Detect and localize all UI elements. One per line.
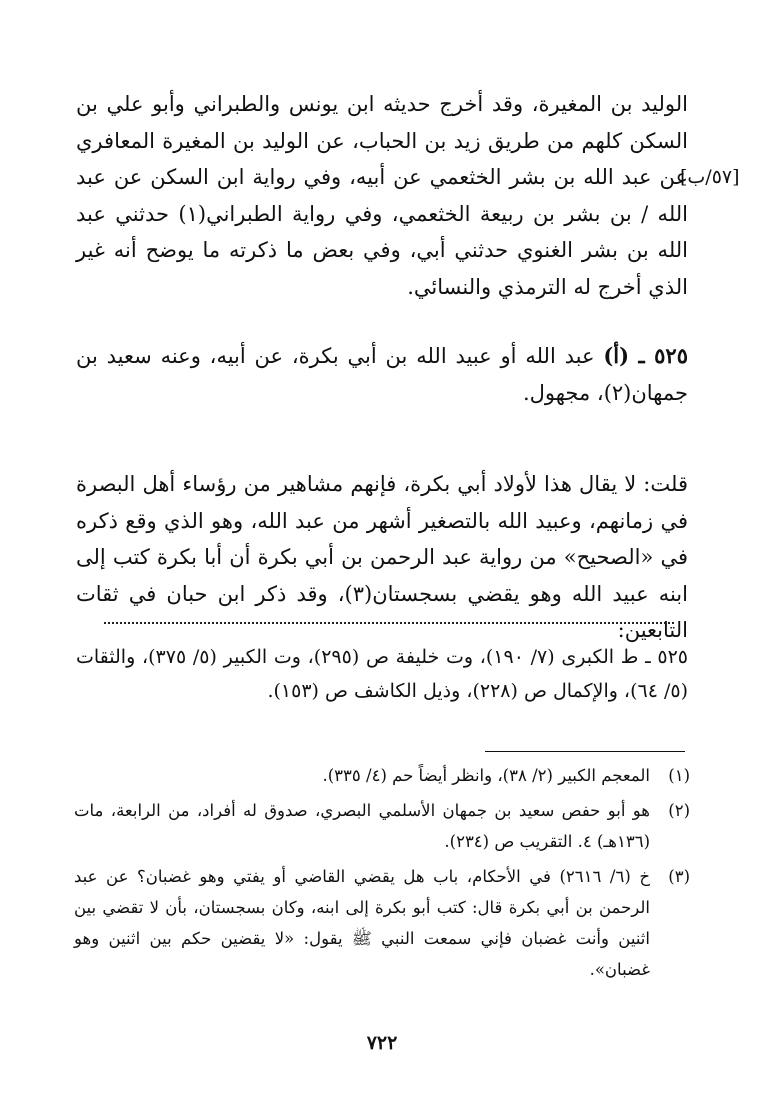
sources-text: ٥٢٥ ـ ط الكبرى (٧/ ١٩٠)، وت خليفة ص (٢٩٥)، وت الكبير (٥/ ٣٧٥)، والثقات (٥/ ٦٤)، والإكمال ص (٢٢٨)، وذيل الكاشف ص (١٥٣). <box>76 646 688 702</box>
footnote-text: المعجم الكبير (٢/ ٣٨)، وانظر أيضاً حم (٤/ ٣٣٥). <box>322 766 650 785</box>
dotted-separator <box>104 620 674 624</box>
paragraph-text: قلت: لا يقال هذا لأولاد أبي بكرة، فإنهم مشاهير من رؤساء أهل البصرة في زمانهم، وعبيد الله بالتصغير أشهر من عبد الله، وهو الذي وقع ذكره في «الصحيح» من رواية عبد الرحمن بن أبي بكرة أن أبا بكرة كتب إلى ابنه عبيد الله وهو يقضي بسجستان(٣)، وقد ذكر ابن حبان في ثقات التابعين: <box>76 472 688 642</box>
footnote-text: هو أبو حفص سعيد بن جمهان الأسلمي البصري، صدوق له أفراد، من الرابعة، مات (١٣٦هـ) ٤. التقريب ص (٢٣٤). <box>74 801 650 851</box>
entry-525a <box>76 338 688 411</box>
footnote-1 <box>74 760 690 791</box>
footnote-3 <box>74 861 690 985</box>
main-text-paragraph-1 <box>76 86 688 305</box>
footnote-number: (١) <box>668 766 690 785</box>
footnote-rule <box>485 751 685 752</box>
sources-note <box>76 640 688 708</box>
entry-text: عبد الله أو عبيد الله بن أبي بكرة، عن أبيه، وعنه سعيد بن جمهان(٢)، مجهول. <box>76 344 688 405</box>
entry-number: ٥٢٥ ـ (أ) <box>603 343 688 368</box>
footnote-number: (٣) <box>668 867 690 886</box>
footnote-number: (٢) <box>668 801 690 820</box>
manuscript-folio-note: [٥٧/ب] <box>680 166 740 188</box>
footnote-text: خ (٦/ ٢٦١٦) في الأحكام، باب هل يقضي القاضي أو يفتي وهو غضبان؟ عن عبد الرحمن بن أبي بكرة قال: كتب أبو بكرة إلى ابنه، وكان بسجستان، بأن لا تقضي بين اثنين وأنت غضبان فإني سمعت النبي ﷺ يقول: «لا يقضين حكم بين اثنين وهو غضبان». <box>74 867 650 979</box>
paragraph-text: الوليد بن المغيرة، وقد أخرج حديثه ابن يونس والطبراني وأبو علي بن السكن كلهم من طريق زيد بن الحباب، عن الوليد بن المغيرة المعافري عن عبد الله بن بشر الخثعمي عن أبيه، وفي رواية ابن السكن عن عبد الله / بن بشر بن ربيعة الخثعمي، وفي رواية الطبراني(١) حدثني عبد الله بن بشر الغنوي حدثني أبي، وفي بعض ما ذكرته ما يوضح أنه غير الذي أخرج له الترمذي والنسائي. <box>76 92 689 299</box>
footnotes <box>74 760 690 985</box>
entry-paragraph <box>76 338 688 411</box>
page-number: ٧٢٢ <box>366 1032 398 1054</box>
footnote-2 <box>74 795 690 857</box>
